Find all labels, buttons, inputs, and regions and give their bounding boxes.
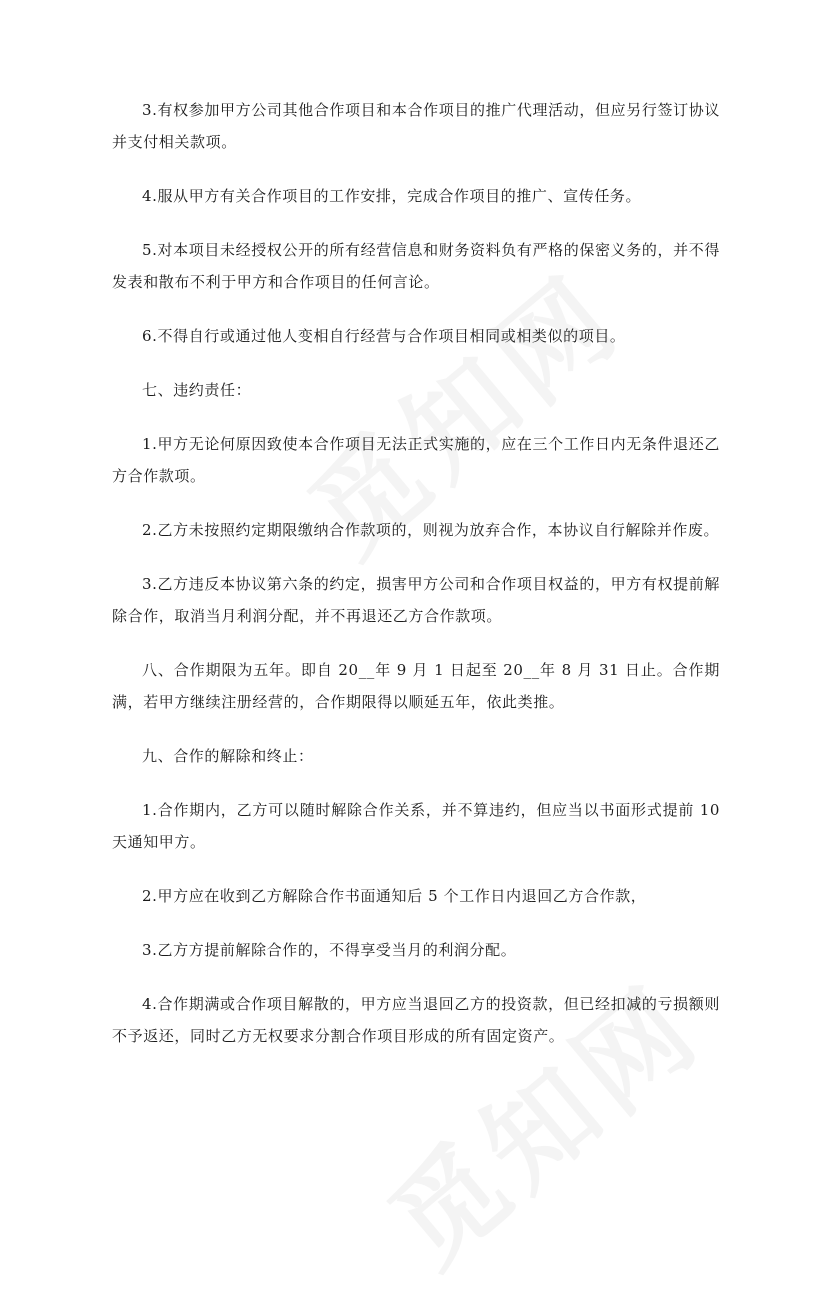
clause-paragraph: 1.合作期内，乙方可以随时解除合作关系，并不算违约，但应当以书面形式提前 10 天通知甲方。 (112, 801, 720, 851)
clause-paragraph: 6.不得自行或通过他人变相自行经营与合作项目相同或相类似的项目。 (142, 327, 626, 345)
clause-paragraph: 2.乙方未按照约定期限缴纳合作款项的，则视为放弃合作，本协议自行解除并作废。 (142, 521, 720, 539)
clause-paragraph: 3.有权参加甲方公司其他合作项目和本合作项目的推广代理活动，但应另行签订协议并支付相关款项。 (112, 101, 720, 151)
section-heading: 七、违约责任： (142, 381, 252, 399)
section-heading: 九、合作的解除和终止： (142, 747, 314, 765)
clause-paragraph: 3.乙方方提前解除合作的，不得享受当月的利润分配。 (142, 941, 517, 959)
clause-paragraph: 4.合作期满或合作项目解散的，甲方应当退回乙方的投资款，但已经扣减的亏损额则不予返还，同时乙方无权要求分割合作项目形成的所有固定资产。 (112, 995, 720, 1045)
document-body (112, 94, 720, 1074)
section-paragraph: 八、合作期限为五年。即自 20__年 9 月 1 日起至 20__年 8 月 31 日止。合作期满，若甲方继续注册经营的，合作期限得以顺延五年，依此类推。 (112, 661, 720, 711)
clause-paragraph: 1.甲方无论何原因致使本合作项目无法正式实施的，应在三个工作日内无条件退还乙方合作款项。 (112, 435, 720, 485)
clause-paragraph: 2.甲方应在收到乙方解除合作书面通知后 5 个工作日内退回乙方合作款， (142, 887, 647, 905)
clause-paragraph: 4.服从甲方有关合作项目的工作安排，完成合作项目的推广、宣传任务。 (142, 187, 642, 205)
clause-paragraph: 3.乙方违反本协议第六条的约定，损害甲方公司和合作项目权益的，甲方有权提前解除合作，取消当月利润分配，并不再退还乙方合作款项。 (112, 575, 720, 625)
clause-paragraph: 5.对本项目未经授权公开的所有经营信息和财务资料负有严格的保密义务的，并不得发表和散布不利于甲方和合作项目的任何言论。 (112, 241, 720, 291)
